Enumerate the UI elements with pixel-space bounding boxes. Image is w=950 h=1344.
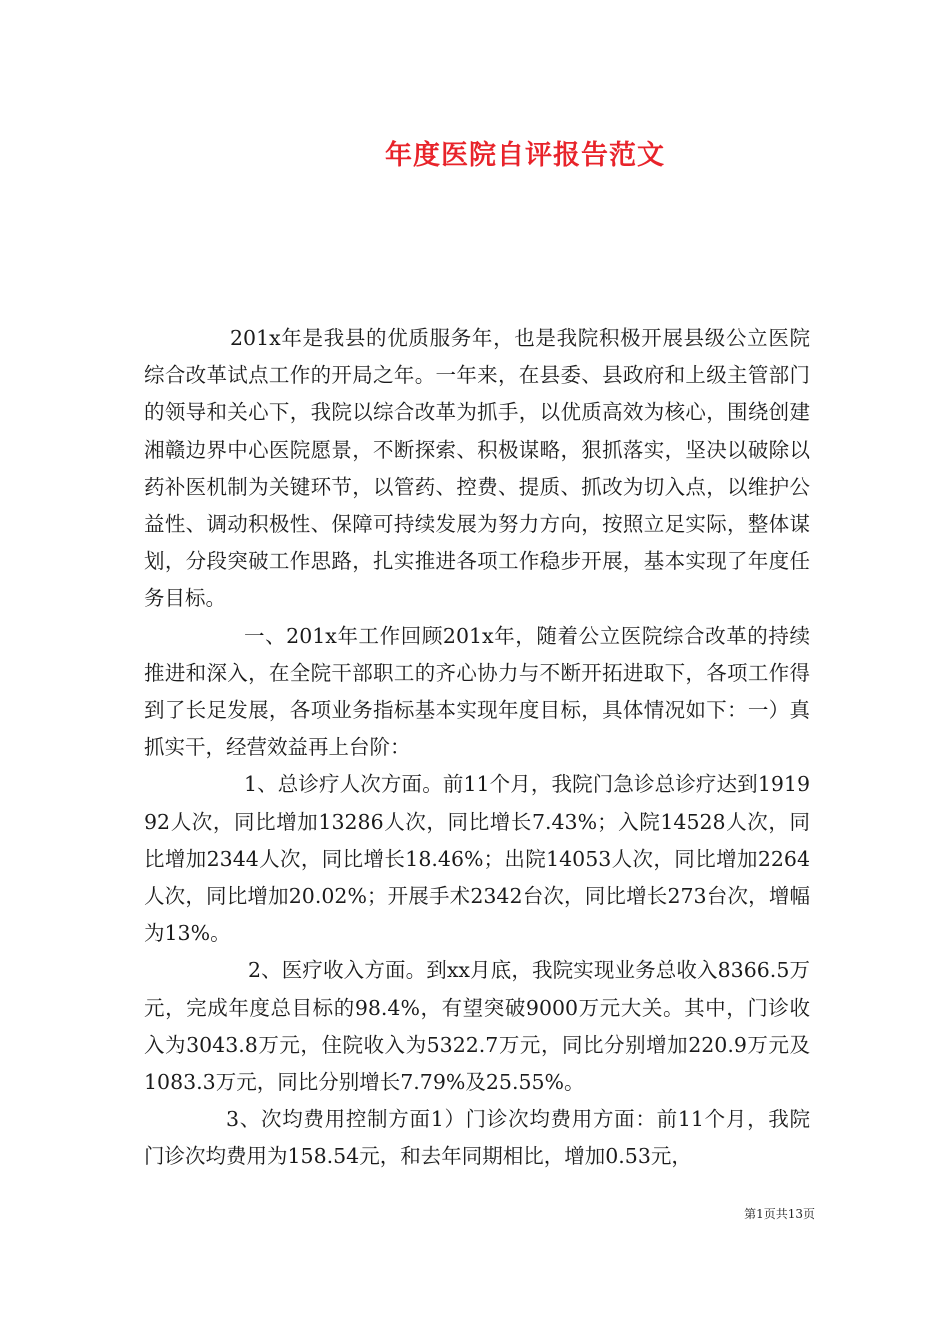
document-body bbox=[144, 320, 810, 1176]
paragraph-intro: 201x年是我县的优质服务年，也是我院积极开展县级公立医院综合改革试点工作的开局之年。一年来，在县委、县政府和上级主管部门的领导和关心下，我院以综合改革为抓手，以优质高效为核心，围绕创建湘赣边界中心医院愿景，不断探索、积极谋略，狠抓落实，坚决以破除以药补医机制为关键环节，以管药、控费、提质、抓改为切入点，以维护公益性、调动积极性、保障可持续发展为努力方向，按照立足实际，整体谋划，分段突破工作思路，扎实推进各项工作稳步开展，基本实现了年度任务目标。 bbox=[144, 326, 810, 611]
page-number: 第1页共13页 bbox=[744, 1207, 815, 1221]
paragraph-review: 一、201x年工作回顾201x年，随着公立医院综合改革的持续推进和深入，在全院干部职工的齐心协力与不断开拓进取下，各项工作得到了长足发展，各项业务指标基本实现年度目标，具体情况如下：一）真抓实干，经营效益再上台阶： bbox=[144, 623, 810, 760]
paragraph-income: 2、医疗收入方面。到xx月底，我院实现业务总收入8366.5万元，完成年度总目标的98.4%，有望突破9000万元大关。其中，门诊收入为3043.8万元，住院收入为5322.7万元，同比分别增加220.9万元及1083.3万元，同比分别增长7.79%及25.55%。 bbox=[144, 958, 810, 1095]
document-title: 年度医院自评报告范文 bbox=[385, 140, 665, 171]
paragraph-visits: 1、总诊疗人次方面。前11个月，我院门急诊总诊疗达到191992人次，同比增加13286人次，同比增长7.43%；入院14528人次，同比增加2344人次，同比增长18.46%；出院14053人次，同比增加2264人次，同比增加20.02%；开展手术2342台次，同比增长273台次，增幅为13%。 bbox=[144, 772, 810, 946]
paragraph-cost-control: 3、次均费用控制方面1）门诊次均费用方面：前11个月，我院门诊次均费用为158.54元，和去年同期相比，增加0.53元， bbox=[144, 1107, 810, 1169]
